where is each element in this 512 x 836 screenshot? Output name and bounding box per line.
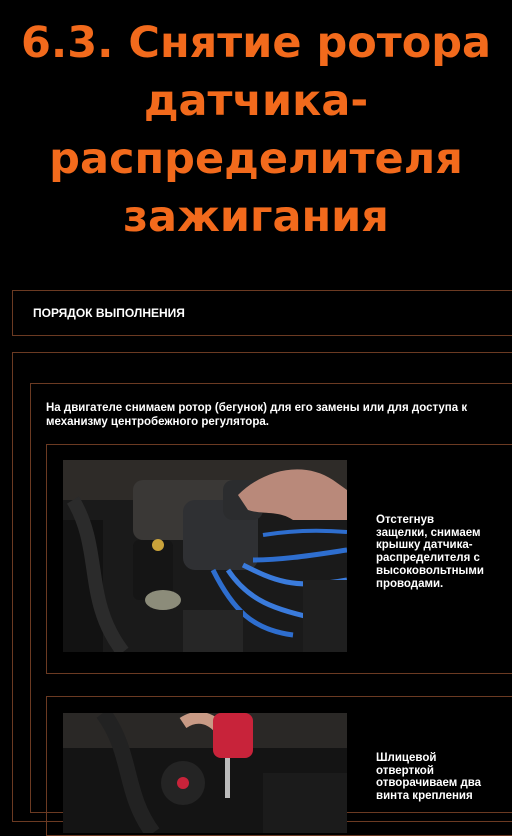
- intro-text: На двигателе снимаем ротор (бегунок) для его замены или для доступа к механизму центробежного регулятора.: [46, 402, 468, 428]
- step-photo-distributor-cap: [63, 460, 347, 652]
- step-text-line: Шлицевой: [376, 752, 437, 764]
- step-text-line: распределителя с: [376, 552, 480, 565]
- step-text-line: отворачиваем два: [376, 777, 482, 790]
- page-title-line: 6.3. Снятие ротора: [20, 18, 492, 68]
- step-text-line: высоковольтными: [376, 564, 484, 577]
- step-text-line: отверткой: [376, 764, 434, 777]
- step-card: [46, 444, 512, 674]
- page-title-line: датчика-: [143, 76, 369, 126]
- step-description: [376, 514, 488, 590]
- page-title-line: распределителя: [49, 134, 463, 184]
- step-text-line: винта крепления: [376, 790, 473, 803]
- step-card: [46, 696, 512, 836]
- step-text-line: проводами.: [376, 577, 444, 590]
- step-photo-screwdriver: [63, 713, 347, 833]
- step-description: [376, 752, 488, 803]
- procedure-label: ПОРЯДОК ВЫПОЛНЕНИЯ: [33, 306, 185, 320]
- procedure-header-box[interactable]: [12, 290, 512, 336]
- step-text-line: Отстегнув: [376, 514, 435, 526]
- page-title: [0, 14, 512, 246]
- step-text-line: защелки, снимаем: [376, 526, 481, 539]
- page-title-line: зажигания: [123, 192, 389, 242]
- step-text-line: крышку датчика-: [376, 539, 473, 552]
